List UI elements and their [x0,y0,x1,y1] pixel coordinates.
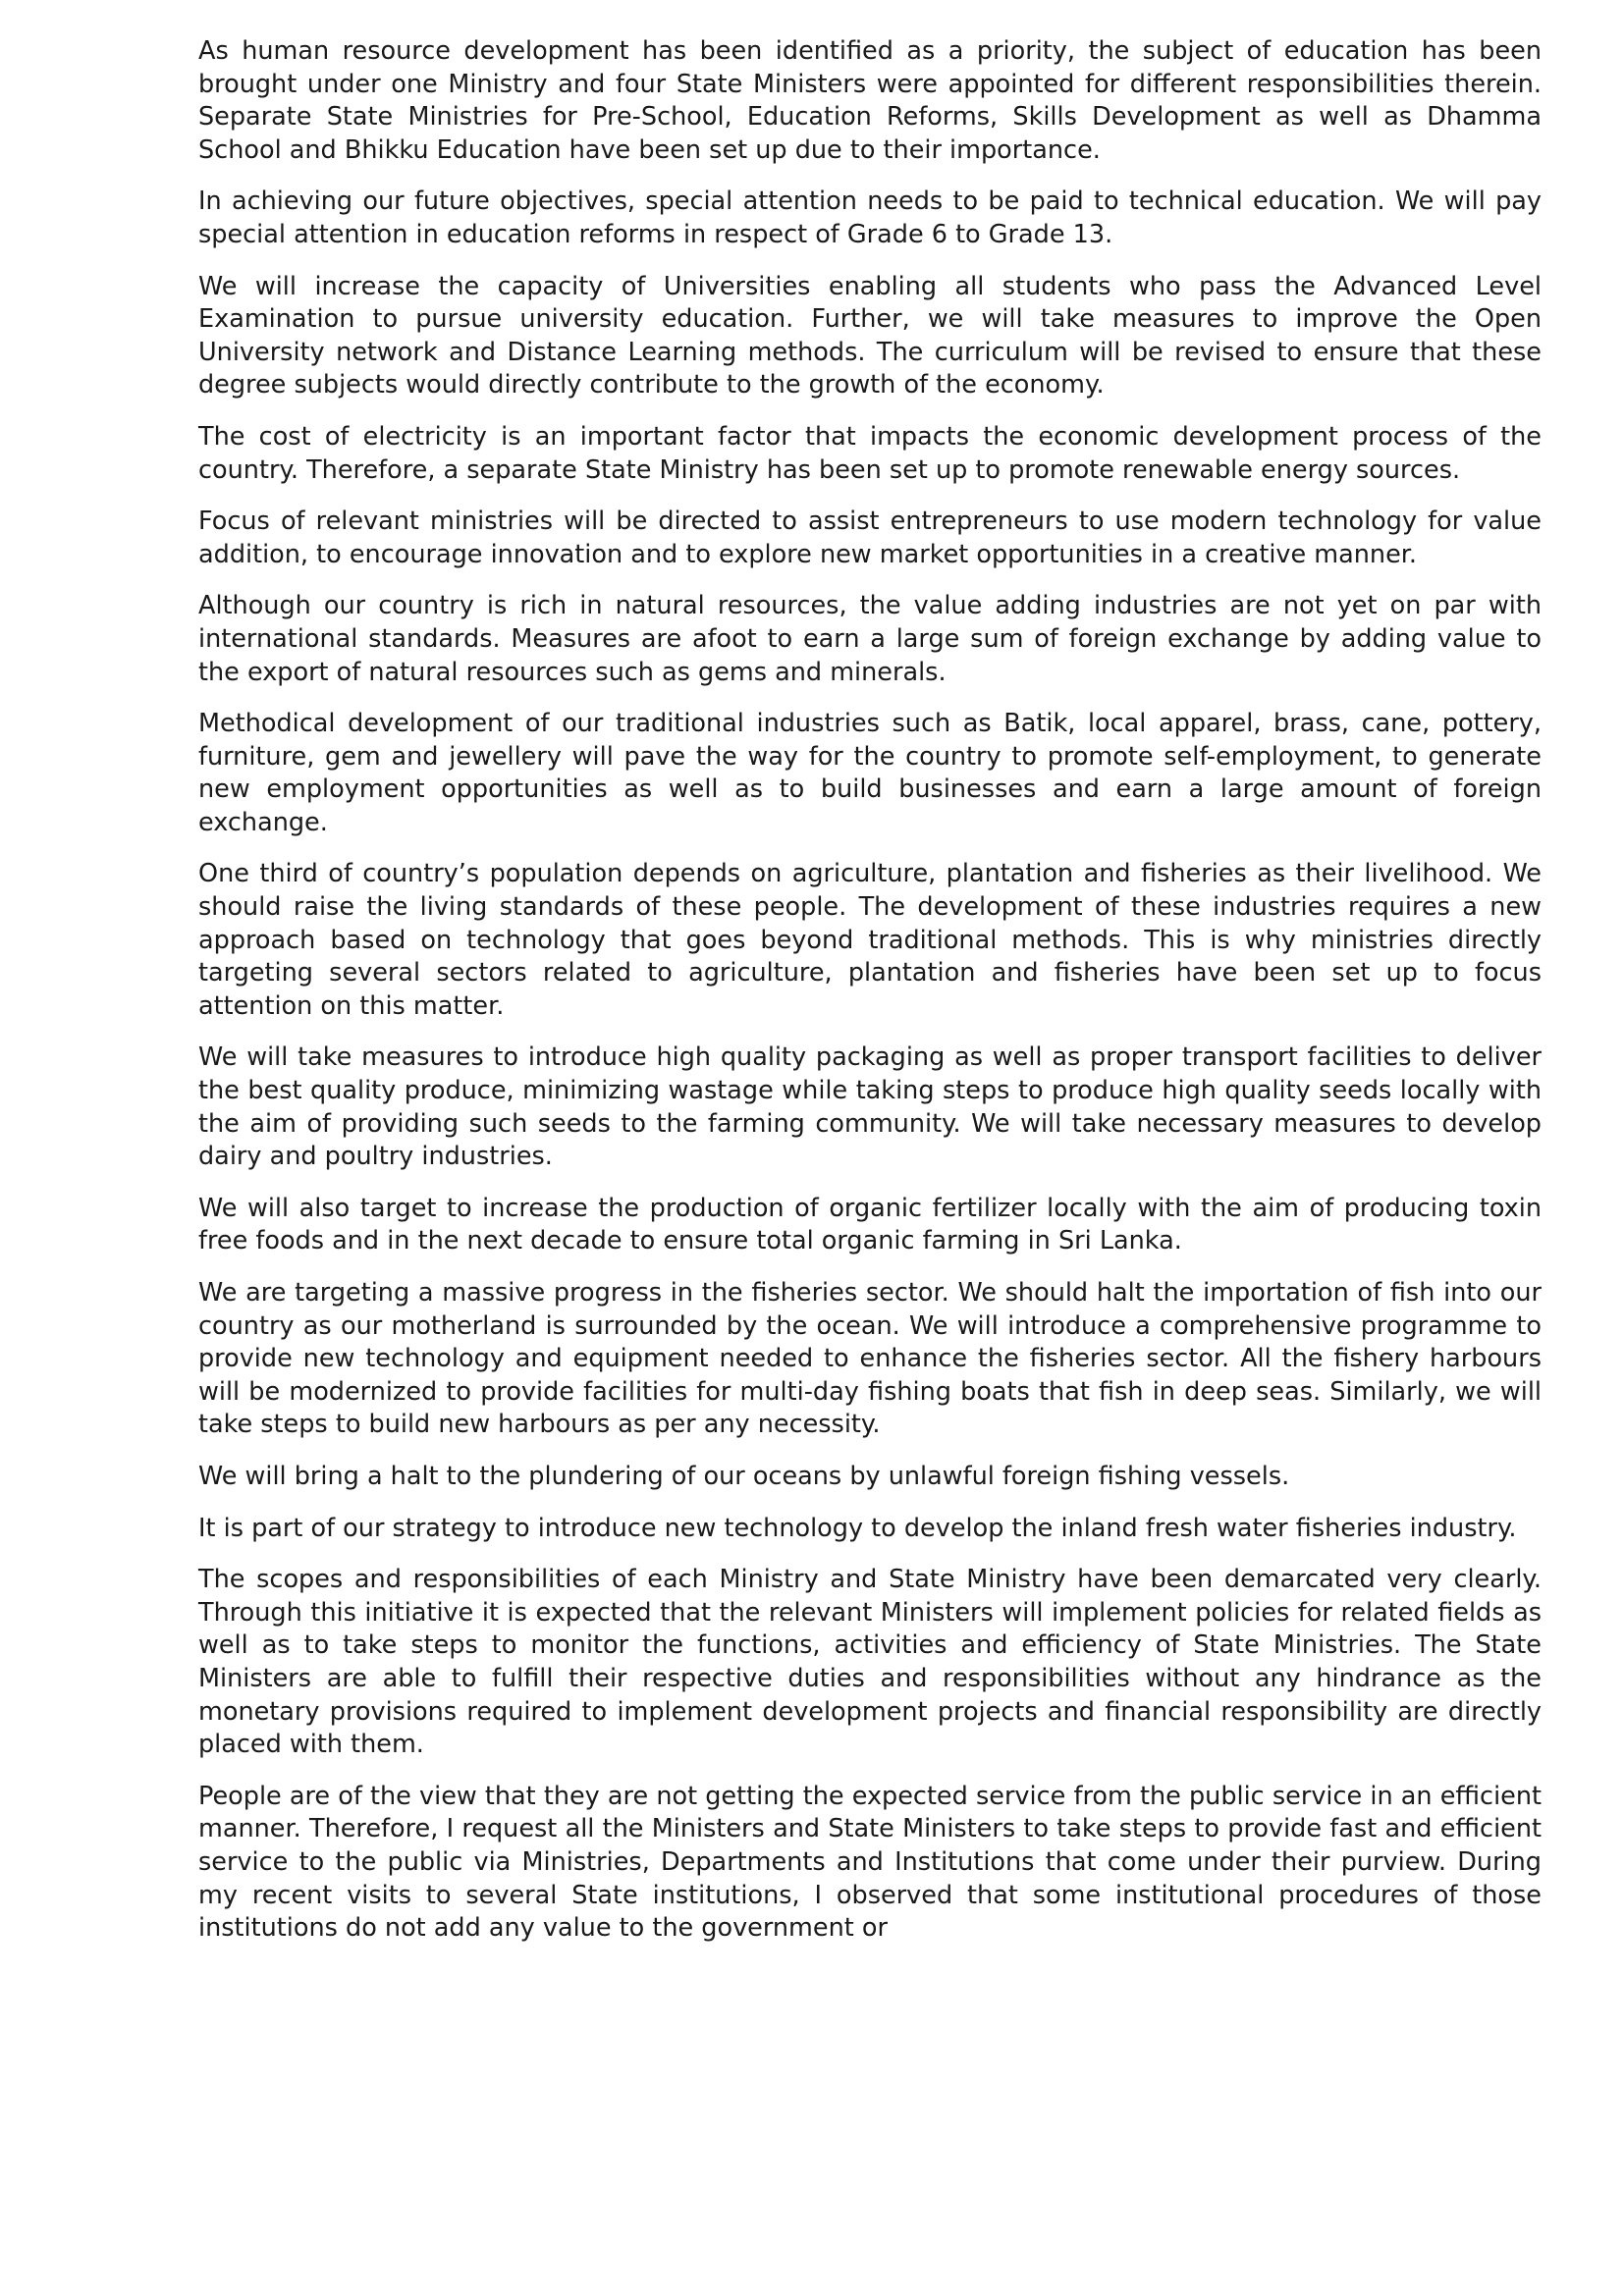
paragraph-packaging-transport: We will take measures to introduce high quality packaging as well as proper transport facilities to deliver the best quality produce, minimizing wastage while taking steps to produce high quality seeds locally with the aim of providing such seeds to the farming community. We will take necessary measures to develop dairy and poultry industries. [198,1042,1542,1172]
paragraph-public-service: People are of the view that they are not getting the expected service from the public service in an efficient manner. Therefore, I request all the Ministers and State Ministers to take steps to provide fast and efficient service to the public via Ministries, Departments and Institutions that come under their purview. During my recent visits to several State institutions, I observed that some institutional procedures of those institutions do not add any value to the government or [198,1781,1542,1944]
paragraph-technical-education: In achieving our future objectives, special attention needs to be paid to technical education. We will pay special attention in education reforms in respect of Grade 6 to Grade 13. [198,187,1542,249]
paragraph-fisheries-progress: We are targeting a massive progress in the fisheries sector. We should halt the importation of fish into our country as our motherland is surrounded by the ocean. We will introduce a comprehensive programme to provide new technology and equipment needed to enhance the fisheries sector. All the fishery harbours will be modernized to provide facilities for multi-day fishing boats that fish in deep seas. Similarly, we will take steps to build new harbours as per any necessity. [198,1278,1542,1440]
paragraph-organic-fertilizer: We will also target to increase the production of organic fertilizer locally with the aim of producing toxin free foods and in the next decade to ensure total organic farming in Sri Lanka. [198,1193,1542,1256]
paragraph-ministry-scopes: The scopes and responsibilities of each Ministry and State Ministry have been demarcated very clearly. Through this initiative it is expected that the relevant Ministers will implement policies for related fields as well as to take steps to monitor the functions, activities and efficiency of State Ministries. The State Ministers are able to fulfill their respective duties and responsibilities without any hindrance as the monetary provisions required to implement development projects and financial responsibility are directly placed with them. [198,1565,1542,1760]
paragraph-agriculture-population: One third of country’s population depends on agriculture, plantation and fisheries as their livelihood. We should raise the living standards of these people. The development of these industries requires a new approach based on technology that goes beyond traditional methods. This is why ministries directly targeting several sectors related to agriculture, plantation and fisheries have been set up to focus attention on this matter. [198,859,1542,1021]
paragraph-electricity-cost: The cost of electricity is an important factor that impacts the economic development process of the country. Therefore, a separate State Ministry has been set up to promote renewable energy sources. [198,421,1542,485]
paragraph-university-capacity: We will increase the capacity of Universities enabling all students who pass the Advanced Level Examination to pursue university education. Further, we will take measures to improve the Open University network and Distance Learning methods. The curriculum will be revised to ensure that these degree subjects would directly contribute to the growth of the economy. [198,271,1542,400]
paragraph-foreign-fishing: We will bring a halt to the plundering of our oceans by unlawful foreign fishing vessels. [198,1461,1290,1491]
paragraph-traditional-industries: Methodical development of our traditional industries such as Batik, local apparel, brass, cane, pottery, furniture, gem and jewellery will pave the way for the country to promote self-employment, to generate new employment opportunities as well as to build businesses and earn a large amount of foreign exchange. [198,709,1542,837]
paragraph-entrepreneurs: Focus of relevant ministries will be directed to assist entrepreneurs to use modern technology for value addition, to encourage innovation and to explore new market opportunities in a creative manner. [198,507,1542,569]
paragraph-education-ministries: As human resource development has been identified as a priority, the subject of education has been brought under one Ministry and four State Ministers were appointed for different responsibilities therein. Separate State Ministries for Pre-School, Education Reforms, Skills Development as well as Dhamma School and Bhikku Education have been set up due to their importance. [198,36,1542,165]
paragraph-inland-fisheries: It is part of our strategy to introduce new technology to develop the inland fresh water fisheries industry. [198,1513,1517,1543]
paragraph-natural-resources: Although our country is rich in natural resources, the value adding industries are not yet on par with international standards. Measures are afoot to earn a large sum of foreign exchange by adding value to the export of natural resources such as gems and minerals. [198,591,1542,687]
document-body [198,35,1542,1946]
